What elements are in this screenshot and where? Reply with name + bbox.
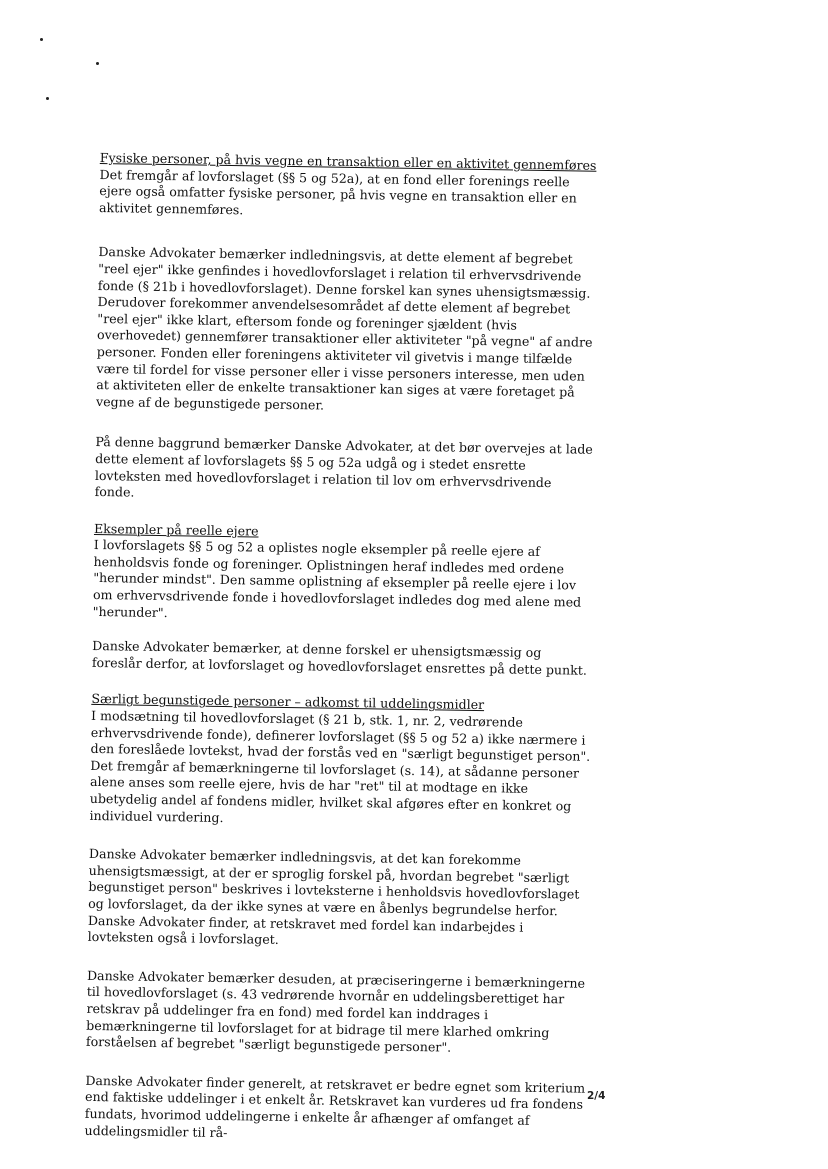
paragraph: Danske Advokater bemærker indledningsvis, at det kan forekomme uhensigtsmæssigt, at der er sproglig forskel på, hvordan begrebet "særligt begunstiget person" beskrives i lovteksterne i henholdsvis hovedlovforslaget og lovforslaget, da der ikke synes at være en åbenlys begrundelse herfor. Danske Advokater finder, at retskravet med fordel kan indarbejdes i lovteksten også i lovforslaget. <box>87 846 580 948</box>
paragraph: Danske Advokater bemærker desuden, at præciseringerne i bemærkningerne til hovedlovforslaget (s. 43 vedrørende hvornår en uddelingsberettiget har retskrav på uddelinger fra en fond) med fordel kan inddrages i bemærkningerne til lovforslaget for at bidrage til mere klarhed omkring forståelsen af begrebet "særligt begunstigede personer". <box>85 967 586 1055</box>
page-number: 2/4 <box>587 1090 606 1102</box>
paragraph: Danske Advokater bemærker indledningsvis, at dette element af begrebet "reel ejer" ikke genfindes i hovedlovforslaget i relation til erhvervsdrivende fonde (§ 21b i hovedlovforslaget). Denne forskel kan synes uhensigtsmæssig. Derudover forekommer anvendelsesområdet af dette element af begrebet "reel ejer" ikke klart, eftersom fonde og foreninger sjældent (hvis overhovedet) gennemfører transaktioner eller aktiviteter "på vegne" af andre personer. Fonden eller foreningens aktiviteter vil givetvis i mange tilfælde være til fordel for visse personer eller i visse personers interesse, men uden at aktiviteten eller de enkelte transaktioner kan siges at være foretaget på vegne af de begunstigede personer. <box>95 244 593 413</box>
paragraph: På denne baggrund bemærker Danske Advokater, at det bør overvejes at lade dette element af lovforslagets §§ 5 og 52a udgå og i stedet ensrette lovteksten med hovedlovforslaget i relation til lov om erhvervsdrivende fonde. <box>94 434 593 500</box>
scan-speck <box>46 97 49 100</box>
section-fysiske-personer <box>94 150 599 508</box>
scan-speck <box>96 62 99 65</box>
document-page <box>84 150 600 1167</box>
section-heading: Fysiske personer, på hvis vegne en transaktion eller en aktivitet gennemføres <box>99 150 597 173</box>
section-heading: Eksempler på reelle ejere <box>93 520 259 539</box>
paragraph: Danske Advokater finder generelt, at retskravet er bedre egnet som kriterium end faktiske uddelinger i et enkelt år. Retskravet kan vurderes ud fra fondens fundats, hvorimod uddelingerne i enkelte år afhænger af omfanget af uddelingsmidler til rå- <box>84 1072 586 1140</box>
section-saerligt-begunstigede <box>84 691 591 1146</box>
paragraph: Danske Advokater bemærker, at denne forskel er uhensigtsmæssig og foreslår derfor, at lovforslaget og hovedlovforslaget ensrettes på dette punkt. <box>91 638 588 678</box>
paragraph: Det fremgår af lovforslaget (§§ 5 og 52a), at en fond eller forenings reelle ejere også omfatter fysiske personer, på hvis vegne en transaktion eller en aktivitet gennemføres. <box>98 166 577 218</box>
scan-speck <box>40 38 43 41</box>
section-heading: Særligt begunstigede personer – adkomst til uddelingsmidler <box>91 691 485 713</box>
section-eksempler <box>92 521 594 680</box>
paragraph: I modsætning til hovedlovforslaget (§ 21 b, stk. 1, nr. 2, vedrørende erhvervsdrivende fonde), definerer lovforslaget (§§ 5 og 52 a) ikke nærmere i den foreslåede lovtekst, hvad der forstås ved en "særligt begunstiget person". Det fremgår af bemærkningerne til lovforslaget (s. 14), at sådanne personer alene anses som reelle ejere, hvis de har "ret" til at modtage en ikke ubetydelig andel af fondens midler, hvilket skal afgøres efter en konkret og individuel vurdering. <box>89 707 591 825</box>
paragraph: I lovforslagets §§ 5 og 52 a oplistes nogle eksempler på reelle ejere af henholdsvis fonde og foreninger. Oplistningen heraf indledes med ordene "herunder mindst". Den samme oplistning af eksempler på reelle ejere i lov om erhvervsdrivende fonde i hovedlovforslaget indledes dog med alene med "herunder". <box>92 537 582 620</box>
